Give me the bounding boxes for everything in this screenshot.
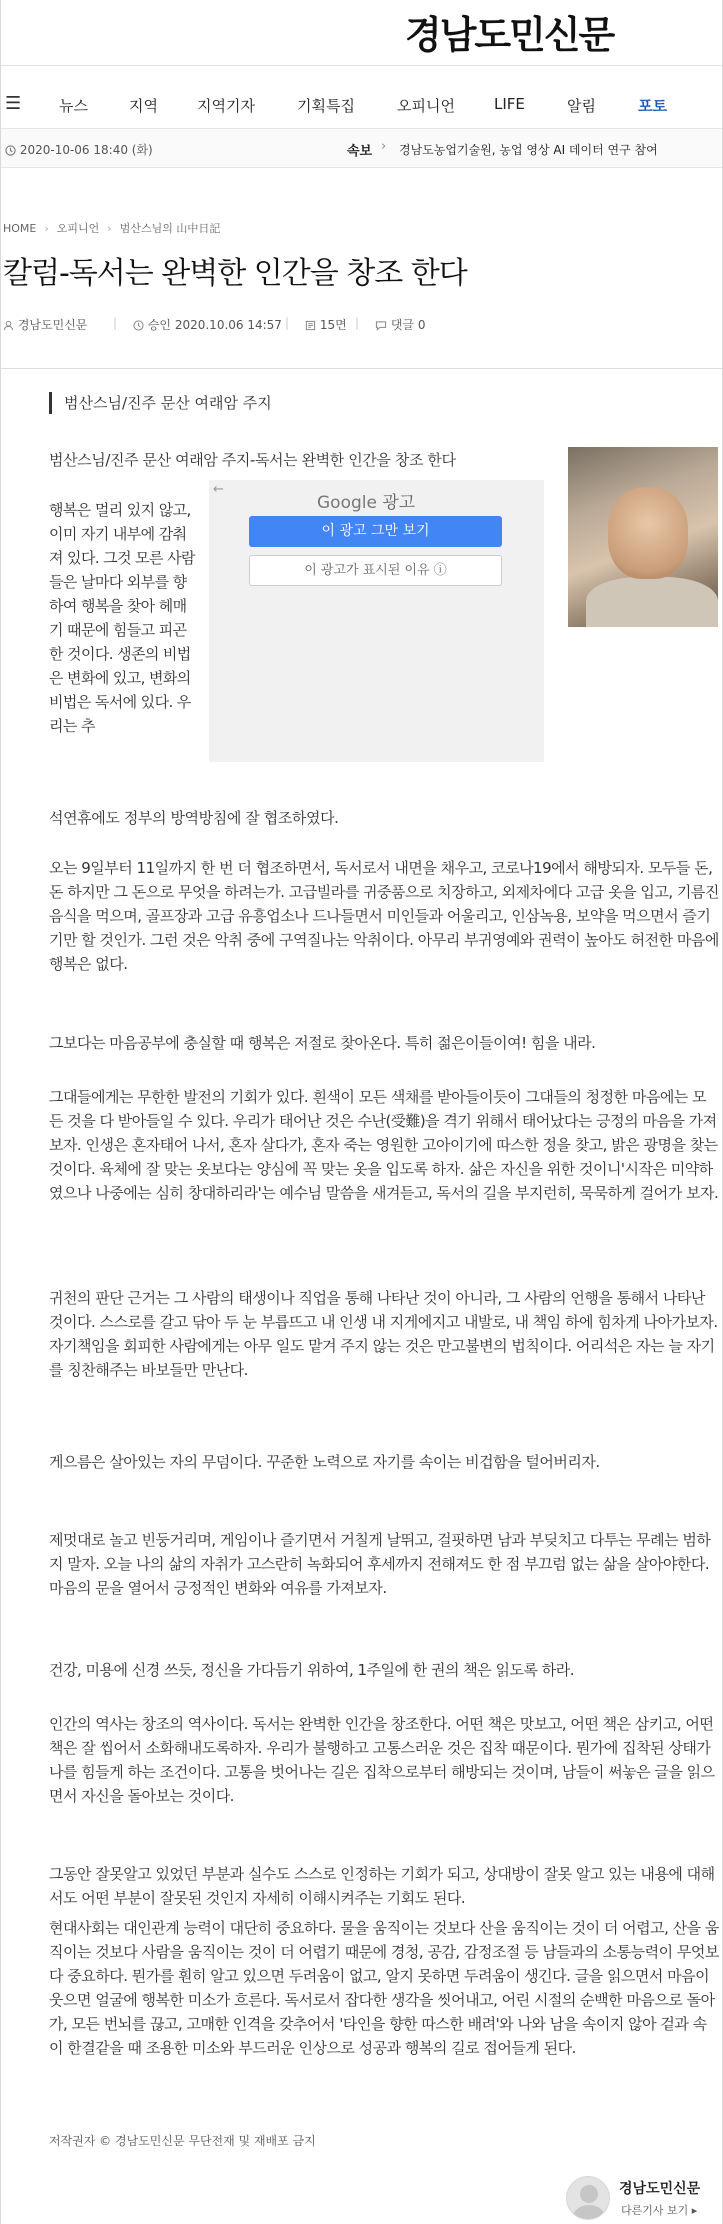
article-paragraph: 제멋대로 놀고 빈둥거리며, 게임이나 즐기면서 거칠게 날뛰고, 걸핏하면 남과 부딪치고 다투는 무례는 범하지 말자. 오늘 나의 삶의 자취가 고스란히 녹화되어 후세까지 전해져도 한 점 부끄럼 없는 삶을 살아야한다. 마음의 문을 열어서 긍정적인 변화와 여유를 가져보자. [49,1531,711,1597]
chevron-right-icon: › [107,222,112,235]
nav-item-life[interactable]: LIFE [494,95,525,113]
nav-item-region-reporter[interactable]: 지역기자 [197,97,255,115]
newspaper-icon [305,320,316,331]
clock-icon [133,320,144,331]
breadcrumb-opinion[interactable]: 오피니언 [56,222,100,235]
author-info [3,316,87,333]
comments-info[interactable] [375,316,425,333]
main-nav [1,87,722,123]
article-paragraph: 건강, 미용에 신경 쓰듯, 정신을 가다듬기 위하여, 1주일에 한 권의 책은 읽도록 하라. [49,1661,575,1679]
nav-item-opinion[interactable]: 오피니언 [397,97,455,115]
article-paragraph: 오는 9일부터 11일까지 한 번 더 협조하면서, 독서로서 내면을 채우고, 코로나19에서 해방되자. 모두들 돈, 돈 하지만 그 돈으로 무엇을 하려는가. 고급빌라를 귀중품으로 치장하고, 외제차에다 고급 옷을 입고, 기름진 음식을 먹으며, 골프장과 고급 유흥업소나 드나들면서 미인들과 어울리고, 인삼녹용, 보약을 먹으면서 즐기기만 할 것인가. 그런 것은 악취 중에 구역질나는 악취이다. 아무리 부귀영예와 권력이 높아도 허전한 마음에 행복은 없다. [49,859,719,973]
photo-figure-head [608,487,688,579]
google-wordmark: Google [317,493,377,513]
article-paragraph: 인간의 역사는 창조의 역사이다. 독서는 완벽한 인간을 창조한다. 어떤 책은 맛보고, 어떤 책은 삼키고, 어떤 책은 잘 씹어서 소화해내도록하자. 우리가 불행하고 고통스러운 것은 집착 때문이다. 뭔가에 집착된 상태가 나를 힘들게 하는 조건이다. 고통을 벗어나는 길은 집착으로부터 해방되는 것이며, 남들이 써놓은 글을 읽으면서 자신을 돌아보는 것이다. [49,1715,715,1805]
meta-divider-line [1,368,722,369]
breaking-news-label: 속보 [347,144,373,159]
breaking-news-link[interactable]: 경남도농업기술원, 농업 영상 AI 데이터 연구 참여 [399,143,658,157]
copyright-notice: 저작권자 © 경남도민신문 무단전재 및 재배포 금지 [49,2134,316,2148]
ad-header [317,488,415,513]
back-arrow-icon[interactable]: ← [213,482,224,497]
comment-count[interactable]: 댓글 0 [390,318,426,332]
person-icon [3,320,14,331]
current-date-text: 2020-10-06 18:40 (화) [19,143,153,157]
photo-figure-body [586,577,718,627]
breadcrumb-section[interactable]: 범산스님의 山中日記 [119,222,221,235]
article-title: 칼럼-독서는 완벽한 인간을 창조 한다 [3,256,467,291]
article-paragraph: 그동안 잘못알고 있었던 부분과 실수도 스스로 인정하는 기회가 되고, 상대방이 잘못 알고 있는 내용에 대해서도 어떤 부분이 잘못된 것인지 자세히 이해시켜주는 기회도 된다. [49,1865,715,1907]
why-ad-button[interactable]: 이 광고가 표시된 이유 ⓘ [249,555,502,586]
page-number: 15면 [319,318,347,332]
writer-avatar [566,2176,610,2220]
article-lead: 범산스님/진주 문산 여래암 주지-독서는 완벽한 인간을 창조 한다 [49,451,456,469]
author-name: 경남도민신문 [17,318,88,332]
nav-item-news[interactable]: 뉴스 [59,97,88,115]
ad-label: 광고 [382,493,416,513]
current-date [5,141,153,158]
nav-item-region[interactable]: 지역 [129,97,158,115]
comment-icon [375,320,387,331]
breadcrumb [3,220,220,236]
chevron-right-icon: › [44,222,49,235]
masthead [1,0,722,66]
writer-name: 경남도민신문 [619,2181,701,2197]
more-articles-link[interactable]: 다른기사 보기 ▸ [621,2204,698,2217]
article-paragraph: 그대들에게는 무한한 발전의 기회가 있다. 흰색이 모든 색채를 받아들이듯이 그대들의 청정한 마음에는 모든 것을 다 받아들일 수 있다. 우리가 태어난 것은 수난(受難)을 격기 위해서 태어났다는 긍정의 마음을 가져보자. 인생은 혼자태어 나서, 혼자 살다가, 혼자 죽는 영원한 고아이기에 따스한 정을 찾고, 밝은 광명을 찾는 것이다. 육체에 잘 맞는 옷보다는 양심에 꼭 맞는 옷을 입도록 하자. 삶은 자신을 위한 것이니'시작은 미약하였으나 나중에는 심히 창대하리라'는 예수님 말씀을 새겨듣고, 독서의 길을 부지런히, 묵묵하게 걸어가 보자. [49,1088,719,1202]
article-paragraph: 그보다는 마음공부에 충실할 때 행복은 저절로 찾아온다. 특히 젊은이들이여! 힘을 내라. [49,1034,596,1052]
avatar-head [580,2185,598,2203]
page-info [305,316,347,333]
hamburger-menu-icon[interactable]: ☰ [5,93,22,114]
meta-divider: | [113,316,118,330]
chevron-right-icon: › [381,139,387,154]
site-logo[interactable]: 경남도민신문 [405,13,614,57]
meta-divider: | [285,316,290,330]
meta-divider: | [355,316,360,330]
nav-item-special[interactable]: 기획특집 [297,97,355,115]
article-byline: 범산스님/진주 문산 여래암 주지 [49,392,272,414]
info-bar [1,128,722,168]
clock-icon [5,145,16,156]
avatar-body [573,2205,605,2220]
author-photo [568,447,718,627]
nav-item-notice[interactable]: 알림 [567,97,596,115]
breadcrumb-home[interactable]: HOME [3,222,37,235]
approved-date: 승인 2020.10.06 14:57 [147,318,282,332]
stop-ad-button[interactable]: 이 광고 그만 보기 [249,516,502,547]
approved-info [133,316,282,333]
article-paragraph: 귀천의 판단 근거는 그 사람의 태생이나 직업을 통해 나타난 것이 아니라, 그 사람의 언행을 통해서 나타난 것이다. 스스로를 갈고 닦아 두 눈 부릅뜨고 내 인생 내 지게에지고 내발로, 내 책임 하에 힘차게 나아가보자. 자기책임을 회피한 사람에게는 아무 일도 맡겨 주지 않는 것은 만고불변의 법칙이다. 어리석은 자는 늘 자기를 칭찬해주는 바보들만 만난다. [49,1289,718,1379]
article-paragraph-1: 행복은 멀리 있지 않고, 이미 자기 내부에 감춰져 있다. 그것 모른 사람들은 날마다 외부를 향하여 행복을 찾아 헤매기 때문에 힘들고 피곤한 것이다. 생존의 비법은 변화에 있고, 변화의 비법은 독서에 있다. 우리는 추 [49,501,195,735]
article-paragraph-1-tail: 석연휴에도 정부의 방역방침에 잘 협조하였다. [49,809,339,827]
google-ad [209,480,544,762]
nav-item-photo[interactable]: 포토 [638,97,667,115]
article-paragraph: 현대사회는 대인관계 능력이 대단히 중요하다. 물을 움직이는 것보다 산을 움직이는 것이 더 어렵고, 산을 움직이는 것보다 사람을 움직이는 것이 더 어렵기 때문에 경청, 공감, 감정조절 등 남들과의 소통능력이 무엇보다 중요하다. 뭔가를 훤히 알고 있으면 두려움이 없고, 알지 못하면 두려움이 생긴다. 글을 읽으면서 마음이 웃으면 얼굴에 행복한 미소가 흐른다. 독서로서 잡다한 생각을 씻어내고, 어린 시절의 순백한 마음으로 돌아가, 모든 번뇌를 끊고, 고매한 인격을 갖추어서 '타인을 향한 따스한 배려'와 나와 남을 속이지 않아 겉과 속이 한결같을 때 조용한 미소와 부드러운 인상으로 성공과 행복의 길로 접어들게 된다. [49,1919,719,2057]
article-paragraph: 게으름은 살아있는 자의 무덤이다. 꾸준한 노력으로 자기를 속이는 비겁함을 털어버리자. [49,1453,600,1471]
